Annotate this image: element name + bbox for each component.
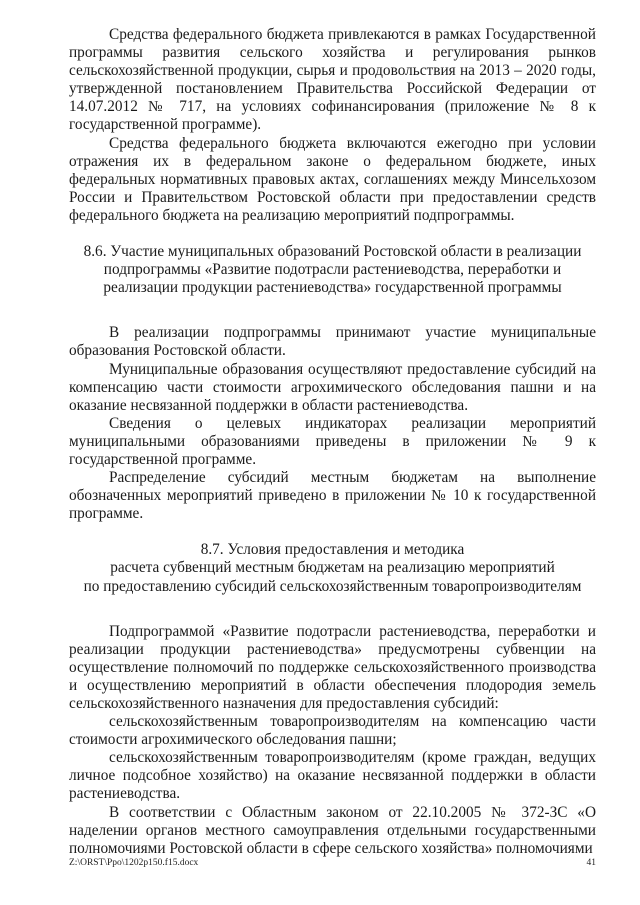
list-item: сельскохозяйственным товаропроизводителям (кроме граждан, ведущих личное подсобное хозяйство) на оказание несвязанной поддержки в области растениеводства. <box>69 749 596 803</box>
paragraph: Распределение субсидий местным бюджетам на выполнение обозначенных мероприятий приведено в приложении № 10 к государственной программе. <box>69 469 596 523</box>
file-path: Z:\ORST\Ppo\1202p150.f15.docx <box>69 858 199 868</box>
paragraph: Средства федерального бюджета включаются ежегодно при условии отражения их в федеральном законе о федеральном бюджете, иных федеральных нормативных правовых актах, соглашениях между Минсельхозом России и Правительством Ростовской области при предоставлении средств федерального бюджета на реализацию мероприятий подпрограммы. <box>69 134 596 224</box>
paragraph: Средства федерального бюджета привлекаются в рамках Государственной программы развития сельского хозяйства и регулирования рынков сельскохозяйственной продукции, сырья и продовольствия на 2013 – 2020 годы, утвержденной постановлением Правительства Российской Федерации от 14.07.2012 № 717, на условиях софинансирования (приложение № 8 к государственной программе). <box>69 26 596 134</box>
paragraph: В реализации подпрограммы принимают участие муниципальные образования Ростовской области. <box>69 324 596 360</box>
paragraph: Сведения о целевых индикаторах реализации мероприятий муниципальными образованиями приведены в приложении № 9 к государственной программе. <box>69 414 596 468</box>
document-page <box>69 26 596 858</box>
page-number: 41 <box>586 858 596 868</box>
page-footer <box>69 858 596 868</box>
paragraph: Подпрограммой «Развитие подотрасли растениеводства, переработки и реализации продукции растениеводства» предусмотрены субвенции на осуществление полномочий по поддержке сельскохозяйственного производства и осуществлению мероприятий в области обеспечения плодородия земель сельскохозяйственного назначения для предоставления субсидий: <box>69 622 596 712</box>
section-heading-8-7-line1: 8.7. Условия предоставления и методика <box>200 541 465 559</box>
section-heading-8-7-line2: расчета субвенций местным бюджетам на реализацию мероприятий <box>110 559 555 577</box>
list-item: сельскохозяйственным товаропроизводителям на компенсацию части стоимости агрохимического обследования пашни; <box>69 713 596 749</box>
paragraph: В соответствии с Областным законом от 22.10.2005 № 372-ЗС «О наделении органов местного самоуправления отдельными государственными полномочиями Ростовской области в сфере сельского хозяйства» полномочиями <box>69 803 596 857</box>
section-heading-8-7-line3: по предоставлению субсидий сельскохозяйственным товаропроизводителям <box>83 577 582 595</box>
paragraph: Муниципальные образования осуществляют предоставление субсидий на компенсацию части стоимости агрохимического обследования пашни и на оказание несвязанной поддержки в области растениеводства. <box>69 360 596 414</box>
section-heading-8-6: 8.6. Участие муниципальных образований Ростовской области в реализации подпрограммы «Развитие подотрасли растениеводства, переработки и реализации продукции растениеводства» государственной программы <box>83 243 582 297</box>
